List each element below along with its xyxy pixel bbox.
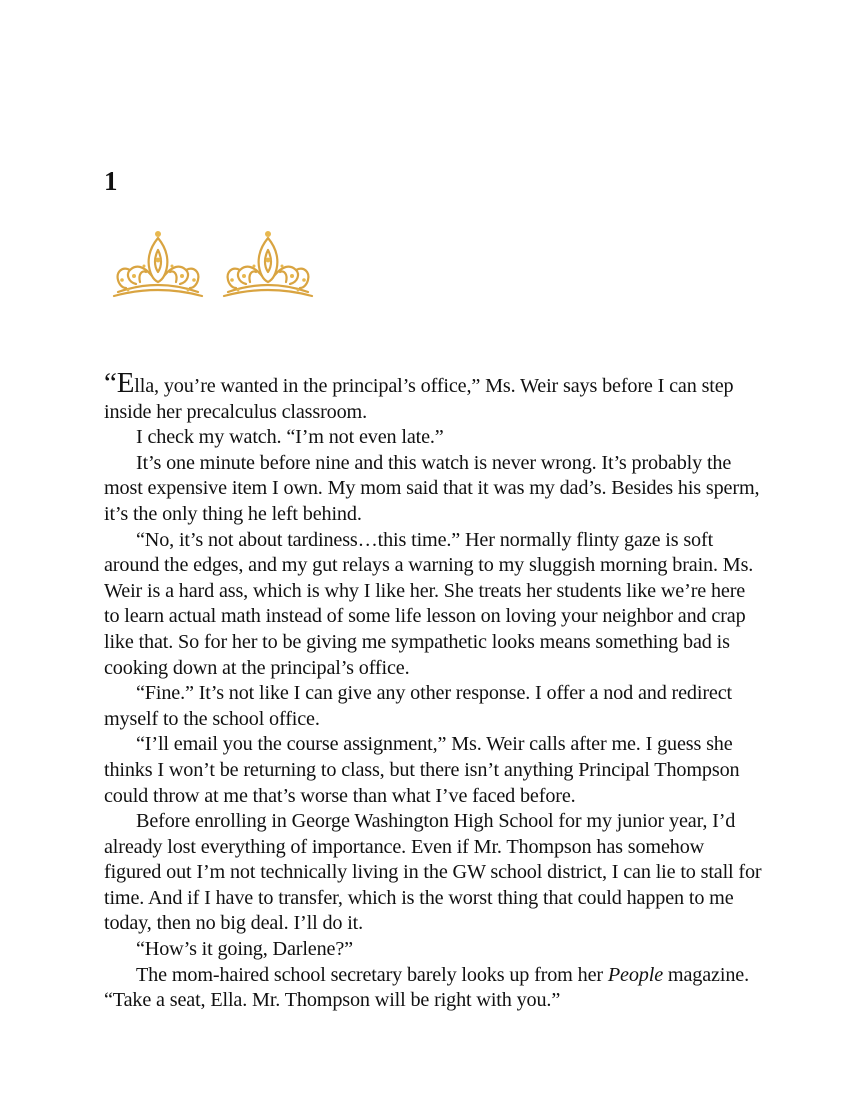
paragraph: It’s one minute before nine and this watch is never wrong. It’s probably the most expensive item I own. My mom said that it was my dad’s. Besides his sperm, it’s the only thing he left behind. — [104, 451, 760, 525]
magazine-title: People — [607, 963, 664, 986]
drop-cap: “E — [104, 367, 135, 399]
paragraph: “How’s it going, Darlene?” — [136, 938, 353, 961]
chapter-number: 1 — [104, 166, 118, 196]
paragraph-text: The mom-haired school secretary barely looks up from her — [136, 963, 608, 986]
tiara-icon — [218, 226, 318, 304]
paragraph-text: lla, you’re wanted in the principal’s office,” Ms. Weir says before I can step inside her precalculus classroom. — [104, 375, 734, 423]
paragraph: “Fine.” It’s not like I can give any other response. I offer a nod and redirect myself to the school office. — [104, 682, 732, 730]
paragraph: Before enrolling in George Washington High School for my junior year, I’d already lost everything of importance. Even if Mr. Thompson has somehow figured out I’m not technically living in the GW school district, I can lie to stall for time. And if I have to transfer, which is the worst thing that could happen to me today, then no big deal. I’ll do it. — [104, 810, 762, 935]
tiara-icon — [108, 226, 208, 304]
paragraph: “No, it’s not about tardiness…this time.” Her normally flinty gaze is soft around the edges, and my gut relays a warning to my sluggish morning brain. Ms. Weir is a hard ass, which is why I like her. She treats her students like we’re here to learn actual math instead of some life lesson on loving your neighbor and crap like that. So for her to be giving me sympathetic looks means something bad is cooking down at the principal’s office. — [104, 528, 754, 679]
paragraph: “I’ll email you the course assignment,” Ms. Weir calls after me. I guess she thinks I won’t be returning to class, but there isn’t anything Principal Thompson could throw at me that’s worse than what I’ve faced before. — [104, 733, 740, 807]
chapter-body — [104, 367, 764, 1014]
paragraph — [104, 367, 764, 425]
chapter-ornament — [108, 226, 318, 304]
paragraph: I check my watch. “I’m not even late.” — [136, 426, 444, 449]
paragraph — [104, 963, 764, 1014]
paragraph-text: magazine. “Take a seat, Ella. Mr. Thompson will be right with you.” — [104, 963, 749, 1012]
